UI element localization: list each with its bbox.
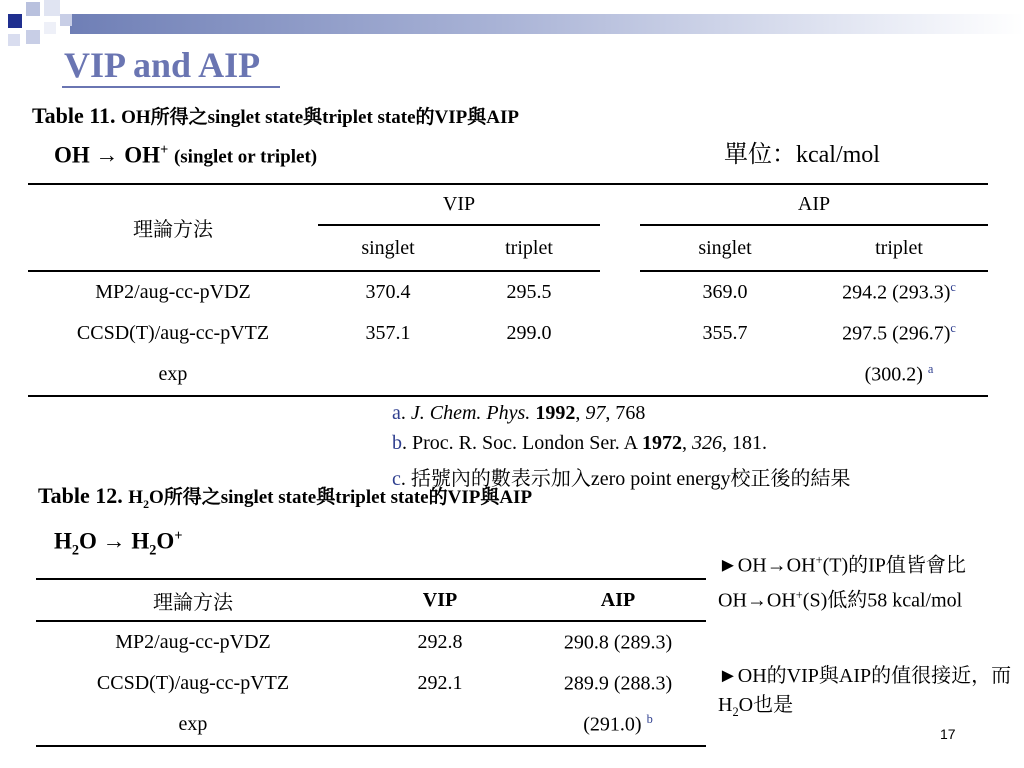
value-cell bbox=[810, 271, 988, 313]
table11-vip-header: VIP bbox=[318, 184, 600, 225]
value-text: 294.2 (293.3) bbox=[842, 281, 951, 304]
value-cell: 299.0 bbox=[506, 322, 552, 344]
footnote-marker: b bbox=[646, 712, 653, 727]
deco-square bbox=[44, 22, 56, 34]
table-row bbox=[28, 271, 988, 313]
value-cell: 357.1 bbox=[365, 322, 411, 344]
footnote-tag: c bbox=[392, 468, 401, 490]
value-text: 297.5 (296.7) bbox=[842, 322, 951, 345]
method-cell: exp bbox=[28, 354, 318, 396]
value-cell: 355.7 bbox=[702, 322, 748, 344]
method-cell: MP2/aug-cc-pVDZ bbox=[115, 631, 271, 653]
reaction-part: O → H bbox=[79, 528, 150, 554]
method-cell: MP2/aug-cc-pVDZ bbox=[95, 281, 251, 303]
footnote-page: , 181. bbox=[722, 432, 768, 454]
table11-subheader: triplet bbox=[458, 225, 600, 271]
reaction-charge: + bbox=[160, 142, 169, 158]
footnote-tag: a bbox=[392, 402, 401, 424]
reaction-charge: + bbox=[174, 528, 183, 544]
title-underline bbox=[62, 86, 280, 88]
caption-rest: O所得之singlet state與triplet state的VIP與AIP bbox=[148, 487, 533, 508]
deco-square bbox=[60, 14, 72, 26]
note-text: ►OH的VIP與AIP的值很接近，而H bbox=[718, 665, 1012, 716]
table12-vip-header: VIP bbox=[350, 579, 530, 621]
table12-aip-header: AIP bbox=[530, 579, 706, 621]
table-row bbox=[28, 354, 988, 396]
value-text: 289.9 (288.3) bbox=[563, 672, 673, 695]
value-cell bbox=[530, 621, 706, 663]
caption-sub: 2 bbox=[143, 497, 149, 511]
value-cell: 295.5 bbox=[506, 281, 552, 303]
value-cell: 292.1 bbox=[417, 672, 463, 694]
method-cell: exp bbox=[36, 704, 350, 746]
side-note-2 bbox=[718, 662, 1018, 727]
note-sup: + bbox=[795, 587, 803, 602]
note-sup: + bbox=[815, 553, 823, 567]
value-cell: 369.0 bbox=[702, 281, 748, 303]
value-cell bbox=[640, 354, 810, 396]
note-text: (T)的IP值皆會比OH→OH bbox=[718, 554, 966, 612]
value-cell: 370.4 bbox=[365, 281, 411, 303]
footnote-page: , 768 bbox=[605, 402, 646, 424]
deco-square bbox=[26, 2, 40, 16]
value-text: 290.8 (289.3) bbox=[563, 631, 673, 654]
footnote-year: 1992 bbox=[535, 402, 576, 424]
footnote-marker: a bbox=[927, 362, 934, 377]
table12-reaction bbox=[54, 528, 182, 559]
value-cell bbox=[810, 354, 988, 396]
footnote-marker: c bbox=[950, 280, 956, 295]
footnote-b: b. Proc. R. Soc. London Ser. A 1972, 326, 181. bbox=[392, 432, 768, 454]
unit-label: 單位：kcal/mol bbox=[724, 142, 880, 168]
footnote-text: . Proc. R. Soc. London Ser. A bbox=[402, 432, 643, 454]
footnote-text: . 括號內的數表示加入zero point energy校正後的結果 bbox=[400, 468, 851, 490]
deco-square bbox=[8, 14, 22, 28]
value-cell bbox=[458, 354, 600, 396]
table12 bbox=[36, 578, 706, 747]
table11-gap bbox=[600, 225, 640, 271]
value-cell bbox=[350, 704, 530, 746]
reaction-state: (singlet or triplet) bbox=[173, 146, 318, 168]
value-text: (300.2) bbox=[864, 363, 928, 386]
value-text: (291.0) bbox=[583, 713, 647, 736]
table12-header-row bbox=[36, 579, 706, 621]
deco-square bbox=[44, 0, 60, 16]
footnote-a: a. J. Chem. Phys. 1992, 97, 768 bbox=[392, 402, 646, 424]
page-number: 17 bbox=[940, 726, 956, 742]
footnote-text: . bbox=[400, 402, 411, 424]
table11 bbox=[28, 183, 988, 397]
table11-gap bbox=[600, 354, 640, 396]
footnote-volume: 97 bbox=[585, 402, 606, 424]
value-cell bbox=[810, 313, 988, 354]
note-sub: 2 bbox=[732, 705, 739, 719]
table11-aip-header: AIP bbox=[640, 184, 988, 225]
footnote-journal: J. Chem. Phys. bbox=[410, 402, 531, 424]
table12-caption-text bbox=[128, 487, 533, 511]
note-text: O也是 bbox=[738, 694, 794, 716]
slide-title: VIP and AIP bbox=[64, 45, 261, 85]
reaction-right: OH bbox=[124, 142, 161, 168]
footnote-tag: b bbox=[392, 432, 402, 454]
table11-gap bbox=[600, 313, 640, 354]
value-cell bbox=[530, 704, 706, 746]
value-cell: 292.8 bbox=[417, 631, 463, 653]
table11-gap bbox=[600, 271, 640, 313]
table11-gap bbox=[600, 184, 640, 225]
table12-caption bbox=[38, 482, 532, 512]
value-cell bbox=[530, 663, 706, 704]
note-text: ►OH→OH bbox=[718, 554, 816, 577]
table12-caption-number: Table 12. bbox=[38, 483, 123, 508]
table11-subheader: singlet bbox=[640, 225, 810, 271]
reaction-left: OH → bbox=[54, 142, 119, 168]
table11-reaction bbox=[54, 142, 317, 169]
reaction-part: H bbox=[54, 528, 72, 554]
method-cell: CCSD(T)/aug-cc-pVTZ bbox=[76, 322, 270, 344]
caption-h: H bbox=[128, 487, 144, 508]
method-cell: CCSD(T)/aug-cc-pVTZ bbox=[96, 672, 290, 694]
table11-caption bbox=[32, 102, 519, 129]
value-cell bbox=[318, 354, 458, 396]
reaction-part: O bbox=[156, 528, 175, 554]
table-row bbox=[28, 313, 988, 354]
table11-method-header: 理論方法 bbox=[28, 184, 318, 271]
note-text: (S)低約58 kcal/mol bbox=[802, 589, 963, 612]
footnote-volume: 326 bbox=[692, 432, 723, 454]
table11-subheader: triplet bbox=[810, 225, 988, 271]
table-row bbox=[36, 621, 706, 663]
table11-header-row bbox=[28, 184, 988, 225]
table11-subheader: singlet bbox=[318, 225, 458, 271]
table12-method-header: 理論方法 bbox=[36, 579, 350, 621]
title-gradient-bar bbox=[70, 14, 1024, 34]
deco-square bbox=[8, 34, 20, 46]
table-row bbox=[36, 663, 706, 704]
reaction-sub: 2 bbox=[71, 542, 80, 559]
footnote-year: 1972 bbox=[642, 432, 683, 454]
side-note-1 bbox=[718, 546, 1018, 615]
deco-square bbox=[26, 30, 40, 44]
reaction-sub: 2 bbox=[149, 542, 157, 559]
table11-caption-number: Table 11. bbox=[32, 103, 116, 128]
footnote-marker: c bbox=[950, 321, 956, 336]
table11-caption-text: OH所得之singlet state與triplet state的VIP與AIP bbox=[121, 107, 519, 128]
table-row bbox=[36, 704, 706, 746]
